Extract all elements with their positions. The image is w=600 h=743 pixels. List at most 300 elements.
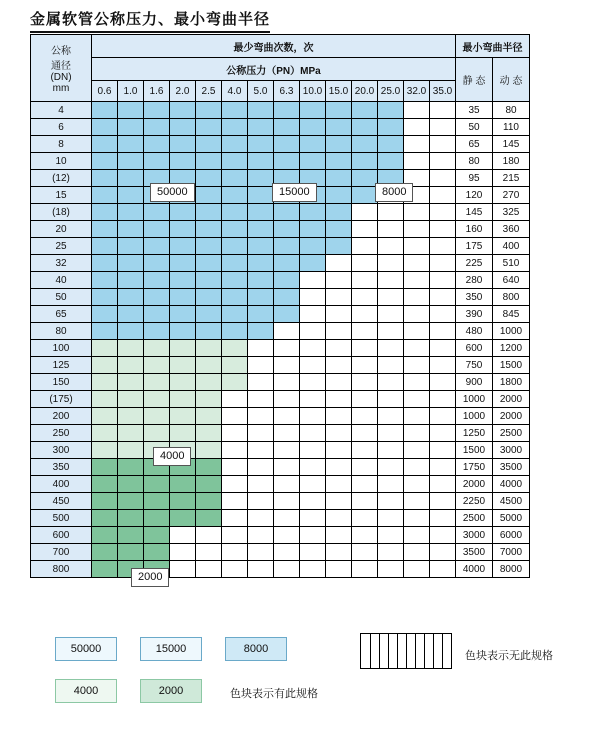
static-header: 静 态 [456, 58, 493, 102]
dn-cell: 800 [31, 561, 92, 578]
pressure-cell [196, 391, 222, 408]
pressure-cell [352, 255, 378, 272]
pressure-cell [92, 306, 118, 323]
pressure-cell [300, 527, 326, 544]
pressure-cell [300, 238, 326, 255]
pressure-cell [404, 391, 430, 408]
static-radius-cell: 225 [456, 255, 493, 272]
pressure-cell [118, 510, 144, 527]
static-radius-cell: 80 [456, 153, 493, 170]
pressure-cell [274, 119, 300, 136]
pressure-cell [300, 425, 326, 442]
static-radius-cell: 600 [456, 340, 493, 357]
dynamic-radius-cell: 1200 [493, 340, 530, 357]
pressure-cell [352, 102, 378, 119]
pressure-cell [118, 408, 144, 425]
pressure-cell [430, 272, 456, 289]
pressure-cell [248, 561, 274, 578]
pressure-cell [196, 119, 222, 136]
pressure-cell [326, 357, 352, 374]
pressure-cell [404, 136, 430, 153]
pressure-cell [352, 493, 378, 510]
dynamic-radius-cell: 1800 [493, 374, 530, 391]
pressure-cell [118, 136, 144, 153]
dynamic-radius-cell: 1500 [493, 357, 530, 374]
pressure-cell [352, 527, 378, 544]
dn-cell: 700 [31, 544, 92, 561]
pressure-cell [352, 119, 378, 136]
pressure-cell [144, 119, 170, 136]
pressure-cell [170, 306, 196, 323]
dn-header-line2: 通径 [51, 61, 71, 72]
dn-cell: 15 [31, 187, 92, 204]
table-row [31, 255, 530, 272]
pressure-cell [144, 238, 170, 255]
pressure-cell [118, 493, 144, 510]
pressure-cell [248, 238, 274, 255]
pressure-cell [196, 493, 222, 510]
dn-cell: 500 [31, 510, 92, 527]
pressure-cell [118, 374, 144, 391]
pressure-cell [170, 238, 196, 255]
pressure-cell [222, 170, 248, 187]
pressure-cell [352, 289, 378, 306]
pressure-cell [118, 255, 144, 272]
legend-item-2000: 2000 [140, 679, 202, 703]
pressure-cell [222, 442, 248, 459]
pressure-cell [248, 493, 274, 510]
pressure-cell [326, 340, 352, 357]
dynamic-radius-cell: 2000 [493, 408, 530, 425]
pressure-cell [378, 306, 404, 323]
pressure-cell [326, 187, 352, 204]
pressure-cell [248, 323, 274, 340]
pressure-cell [326, 391, 352, 408]
dynamic-radius-cell: 1000 [493, 323, 530, 340]
dynamic-radius-cell: 510 [493, 255, 530, 272]
table-row [31, 221, 530, 238]
pressure-cell [92, 323, 118, 340]
pressure-cell [430, 561, 456, 578]
pressure-cell [118, 238, 144, 255]
pressure-cell [170, 255, 196, 272]
pressure-cell [404, 544, 430, 561]
pressure-col-header: 35.0 [430, 81, 456, 102]
pressure-cell [118, 544, 144, 561]
pressure-cell [196, 306, 222, 323]
pressure-cell [222, 272, 248, 289]
static-radius-cell: 175 [456, 238, 493, 255]
pressure-cell [300, 153, 326, 170]
pressure-cell [404, 306, 430, 323]
pressure-cell [118, 272, 144, 289]
pressure-cell [326, 425, 352, 442]
pressure-cell [222, 374, 248, 391]
dn-cell: 6 [31, 119, 92, 136]
pressure-cell [170, 340, 196, 357]
pressure-cell [378, 102, 404, 119]
pressure-cell [196, 221, 222, 238]
pressure-cell [274, 272, 300, 289]
table-row [31, 272, 530, 289]
pressure-cell [170, 136, 196, 153]
pressure-cell [404, 221, 430, 238]
pressure-cell [352, 204, 378, 221]
dn-cell: 350 [31, 459, 92, 476]
pressure-cell [326, 527, 352, 544]
pressure-cell [92, 391, 118, 408]
pressure-cell [404, 527, 430, 544]
legend-item-15000: 15000 [140, 637, 202, 661]
pressure-cell [274, 476, 300, 493]
pressure-cell [300, 476, 326, 493]
pressure-cell [404, 442, 430, 459]
pressure-cell [196, 255, 222, 272]
pressure-cell [118, 153, 144, 170]
table-row [31, 425, 530, 442]
pressure-cell [248, 187, 274, 204]
pressure-cell [378, 204, 404, 221]
pressure-cell [196, 323, 222, 340]
pressure-cell [170, 102, 196, 119]
pressure-cell [248, 306, 274, 323]
pressure-cell [300, 561, 326, 578]
pressure-cell [326, 459, 352, 476]
pressure-cell [222, 289, 248, 306]
pressure-cell [404, 340, 430, 357]
pressure-cell [144, 340, 170, 357]
pressure-cell [404, 153, 430, 170]
pressure-cell [352, 153, 378, 170]
pressure-cell [430, 119, 456, 136]
pressure-cell [196, 289, 222, 306]
pressure-cell [222, 357, 248, 374]
pressure-cell [352, 340, 378, 357]
pressure-cell [352, 272, 378, 289]
pressure-cell [92, 544, 118, 561]
pressure-cell [144, 323, 170, 340]
pressure-cell [222, 221, 248, 238]
table-row [31, 442, 530, 459]
pressure-cell [222, 408, 248, 425]
pressure-cell [352, 476, 378, 493]
pressure-cell [92, 357, 118, 374]
pressure-cell [326, 476, 352, 493]
pressure-cell [170, 544, 196, 561]
pressure-cell [274, 289, 300, 306]
pressure-cell [170, 425, 196, 442]
dn-cell: 20 [31, 221, 92, 238]
pressure-cell [300, 493, 326, 510]
pressure-cell [404, 425, 430, 442]
pressure-cell [352, 170, 378, 187]
header-row-1 [31, 35, 530, 58]
pressure-cell [404, 204, 430, 221]
pressure-cell [430, 170, 456, 187]
pressure-cell [326, 306, 352, 323]
pressure-cell [430, 255, 456, 272]
pressure-cell [118, 102, 144, 119]
pressure-cell [378, 221, 404, 238]
dn-cell: 80 [31, 323, 92, 340]
pressure-cell [144, 544, 170, 561]
pressure-cell [274, 323, 300, 340]
callout-tag: 50000 [150, 183, 195, 202]
table-row [31, 527, 530, 544]
pressure-cell [196, 544, 222, 561]
static-radius-cell: 120 [456, 187, 493, 204]
pressure-cell [378, 153, 404, 170]
pressure-cell [326, 255, 352, 272]
pressure-cell [300, 391, 326, 408]
pressure-cell [378, 459, 404, 476]
pressure-cell [378, 527, 404, 544]
pressure-cell [92, 340, 118, 357]
pressure-cell [222, 323, 248, 340]
pressure-cell [326, 442, 352, 459]
pressure-cell [196, 442, 222, 459]
pressure-cell [144, 102, 170, 119]
pressure-cell [430, 527, 456, 544]
pressure-cell [326, 102, 352, 119]
dynamic-radius-cell: 4000 [493, 476, 530, 493]
pressure-cell [326, 374, 352, 391]
pressure-col-header: 2.5 [196, 81, 222, 102]
pressure-cell [170, 374, 196, 391]
pressure-cell [92, 187, 118, 204]
pressure-cell [196, 476, 222, 493]
dynamic-radius-cell: 215 [493, 170, 530, 187]
pressure-cell [378, 493, 404, 510]
pressure-cell [144, 136, 170, 153]
pressure-cell [92, 493, 118, 510]
pressure-cell [430, 442, 456, 459]
table-row [31, 476, 530, 493]
pressure-cell [248, 136, 274, 153]
pressure-cell [118, 459, 144, 476]
pressure-cell [352, 306, 378, 323]
pressure-cell [92, 442, 118, 459]
pressure-cell [274, 102, 300, 119]
bend-times-header: 最少弯曲次数，次 [92, 35, 456, 58]
pressure-cell [404, 493, 430, 510]
pressure-cell [300, 408, 326, 425]
static-radius-cell: 65 [456, 136, 493, 153]
pressure-cell [170, 272, 196, 289]
pressure-cell [118, 340, 144, 357]
pressure-cell [118, 221, 144, 238]
dynamic-radius-cell: 2500 [493, 425, 530, 442]
pressure-cell [326, 221, 352, 238]
pressure-cell [222, 561, 248, 578]
pressure-cell [248, 340, 274, 357]
pressure-cell [222, 544, 248, 561]
dn-cell: 32 [31, 255, 92, 272]
pressure-cell [118, 476, 144, 493]
pressure-cell [378, 255, 404, 272]
pressure-cell [300, 306, 326, 323]
table-row [31, 374, 530, 391]
dn-cell: 150 [31, 374, 92, 391]
pressure-cell [196, 204, 222, 221]
pressure-col-header: 20.0 [352, 81, 378, 102]
pressure-cell [118, 119, 144, 136]
pressure-cell [378, 408, 404, 425]
pressure-cell [222, 476, 248, 493]
pressure-cell [326, 153, 352, 170]
pressure-cell [196, 408, 222, 425]
static-radius-cell: 900 [456, 374, 493, 391]
dynamic-radius-cell: 110 [493, 119, 530, 136]
legend-note-color: 色块表示有此规格 [230, 688, 318, 700]
pressure-cell [300, 510, 326, 527]
pressure-cell [196, 425, 222, 442]
pressure-cell [274, 527, 300, 544]
dn-cell: 125 [31, 357, 92, 374]
legend-row-2 [55, 679, 575, 711]
static-radius-cell: 750 [456, 357, 493, 374]
pressure-cell [326, 238, 352, 255]
pressure-cell [144, 221, 170, 238]
table-row [31, 323, 530, 340]
pressure-cell [92, 238, 118, 255]
pressure-cell [274, 425, 300, 442]
table-row [31, 306, 530, 323]
table-row [31, 459, 530, 476]
static-radius-cell: 1250 [456, 425, 493, 442]
dynamic-radius-cell: 80 [493, 102, 530, 119]
pressure-cell [92, 136, 118, 153]
pressure-cell [144, 391, 170, 408]
legend-row-1 [55, 637, 575, 669]
table-row [31, 102, 530, 119]
pressure-cell [378, 323, 404, 340]
pressure-cell [300, 442, 326, 459]
pressure-cell [352, 391, 378, 408]
dn-cell: 50 [31, 289, 92, 306]
dynamic-radius-cell: 6000 [493, 527, 530, 544]
pressure-cell [352, 323, 378, 340]
pressure-cell [196, 510, 222, 527]
pressure-cell [300, 221, 326, 238]
pressure-cell [222, 425, 248, 442]
pressure-cell [118, 306, 144, 323]
pressure-cell [248, 170, 274, 187]
pressure-header: 公称压力（PN）MPa [92, 58, 456, 81]
pressure-cell [300, 255, 326, 272]
pressure-cell [326, 408, 352, 425]
table-row [31, 153, 530, 170]
pressure-cell [248, 289, 274, 306]
dynamic-radius-cell: 4500 [493, 493, 530, 510]
pressure-cell [222, 255, 248, 272]
pressure-cell [118, 204, 144, 221]
pressure-cell [222, 340, 248, 357]
callout-tag: 4000 [153, 447, 191, 466]
dynamic-radius-cell: 3500 [493, 459, 530, 476]
pressure-cell [274, 544, 300, 561]
pressure-cell [248, 425, 274, 442]
pressure-cell [170, 510, 196, 527]
pressure-cell [404, 561, 430, 578]
pressure-cell [430, 493, 456, 510]
pressure-cell [92, 119, 118, 136]
pressure-cell [378, 476, 404, 493]
pressure-col-header: 10.0 [300, 81, 326, 102]
pressure-cell [430, 544, 456, 561]
pressure-cell [170, 476, 196, 493]
dynamic-radius-cell: 640 [493, 272, 530, 289]
pressure-cell [274, 561, 300, 578]
dynamic-radius-cell: 8000 [493, 561, 530, 578]
pressure-cell [92, 289, 118, 306]
table-body [31, 102, 530, 578]
pressure-cell [144, 272, 170, 289]
pressure-cell [274, 442, 300, 459]
pressure-cell [430, 459, 456, 476]
pressure-cell [92, 510, 118, 527]
dn-cell: (175) [31, 391, 92, 408]
pressure-cell [300, 119, 326, 136]
pressure-cell [222, 204, 248, 221]
pressure-cell [430, 340, 456, 357]
pressure-cell [222, 459, 248, 476]
pressure-cell [274, 493, 300, 510]
pressure-cell [378, 272, 404, 289]
pressure-cell [196, 340, 222, 357]
pressure-cell [378, 510, 404, 527]
pressure-cell [300, 357, 326, 374]
pressure-cell [170, 527, 196, 544]
dn-cell: (18) [31, 204, 92, 221]
pressure-cell [170, 119, 196, 136]
table-row [31, 357, 530, 374]
pressure-cell [378, 119, 404, 136]
table-row [31, 204, 530, 221]
pressure-cell [300, 136, 326, 153]
spec-table [30, 34, 530, 578]
static-radius-cell: 50 [456, 119, 493, 136]
pressure-cell [352, 357, 378, 374]
pressure-cell [92, 476, 118, 493]
table-row [31, 510, 530, 527]
static-radius-cell: 145 [456, 204, 493, 221]
pressure-cell [300, 459, 326, 476]
header-row-3 [31, 81, 530, 102]
pressure-cell [404, 102, 430, 119]
pressure-cell [274, 221, 300, 238]
pressure-cell [378, 374, 404, 391]
pressure-cell [144, 153, 170, 170]
table-row [31, 340, 530, 357]
pressure-cell [222, 153, 248, 170]
table-row [31, 408, 530, 425]
pressure-cell [430, 391, 456, 408]
pressure-cell [248, 374, 274, 391]
pressure-cell [378, 425, 404, 442]
pressure-cell [118, 323, 144, 340]
pressure-cell [430, 187, 456, 204]
static-radius-cell: 3500 [456, 544, 493, 561]
legend [55, 637, 575, 711]
dn-header-line4: mm [52, 83, 70, 94]
pressure-cell [300, 102, 326, 119]
pressure-cell [404, 119, 430, 136]
static-radius-cell: 1000 [456, 408, 493, 425]
pressure-col-header: 15.0 [326, 81, 352, 102]
pressure-cell [378, 561, 404, 578]
page-title [30, 8, 270, 33]
